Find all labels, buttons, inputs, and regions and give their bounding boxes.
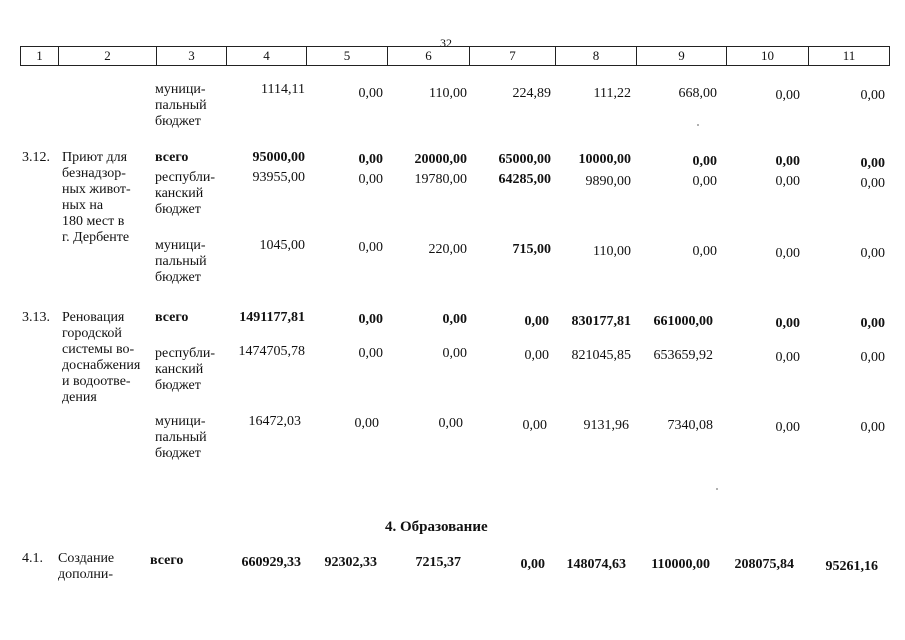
column-header-row <box>20 46 890 66</box>
col-header-6: 6 <box>388 47 470 66</box>
section-title: 4. Образование <box>385 519 488 535</box>
col-header-11: 11 <box>809 47 890 66</box>
item-number: 3.12. <box>22 150 50 165</box>
row-label-total: всего <box>155 150 189 165</box>
item-number: 3.13. <box>22 310 50 325</box>
col-header-1: 1 <box>21 47 59 66</box>
col-header-9: 9 <box>637 47 727 66</box>
scan-speck <box>697 124 699 126</box>
col-header-8: 8 <box>556 47 637 66</box>
col-header-2: 2 <box>59 47 157 66</box>
item-number: 4.1. <box>22 551 43 566</box>
col-header-5: 5 <box>307 47 388 66</box>
row-label-total: всего <box>150 553 184 568</box>
col-header-10: 10 <box>727 47 809 66</box>
col-header-4: 4 <box>227 47 307 66</box>
scan-speck <box>716 488 718 490</box>
col-header-7: 7 <box>470 47 556 66</box>
page-number: 32 <box>440 36 452 50</box>
row-label-total: всего <box>155 310 189 325</box>
col-header-3: 3 <box>157 47 227 66</box>
